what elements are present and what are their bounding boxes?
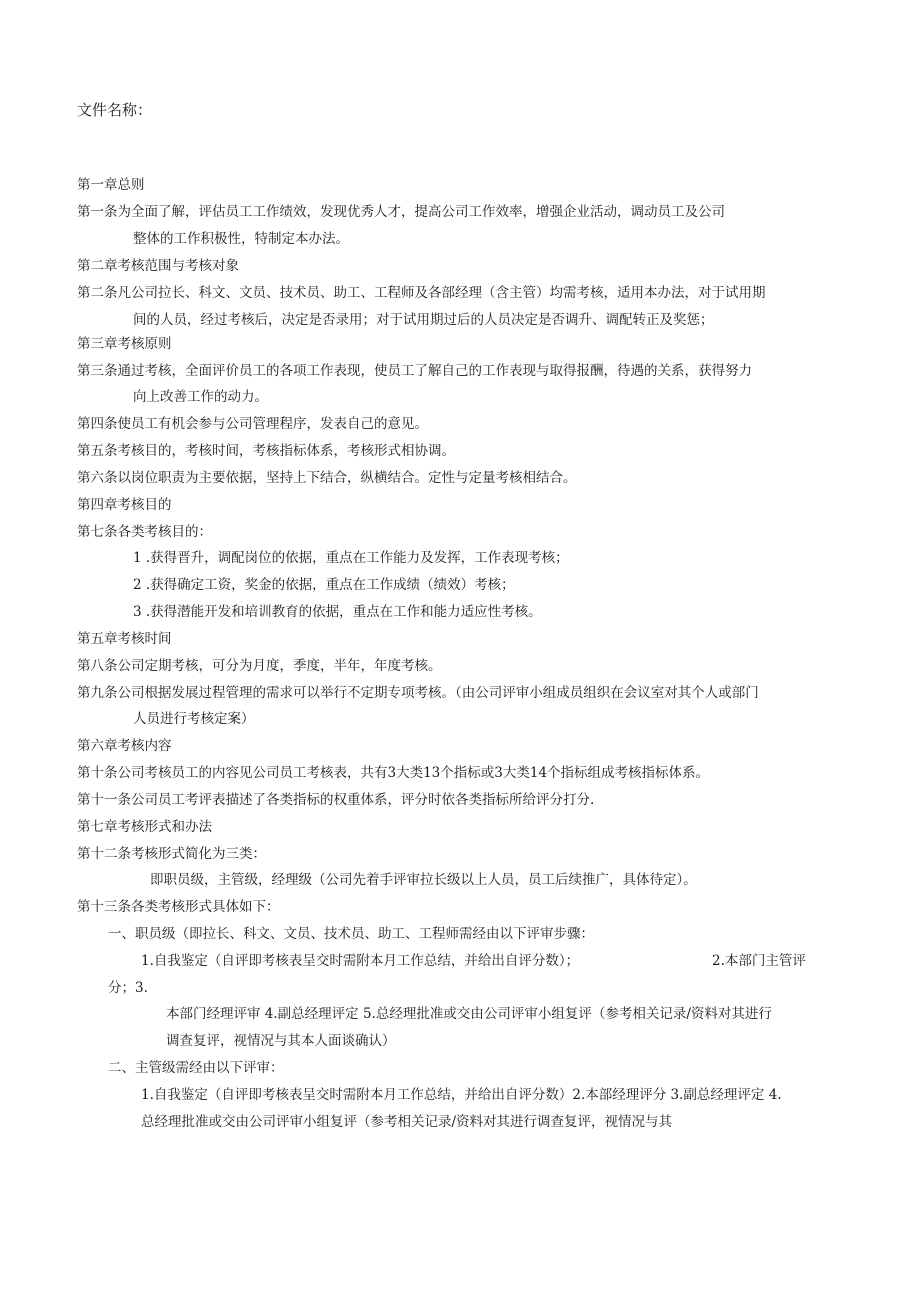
staff-step-2: 2.本部门主管评: [712, 953, 806, 969]
article-12-detail: 即职员级，主管级，经理级（公司先着手评审拉长级以上人员，员工后续推广，具体待定）。: [150, 872, 697, 888]
chapter-1-heading: 第一章总则: [77, 177, 145, 193]
article-13: 第十三条各类考核形式具体如下：: [77, 899, 280, 915]
article-2-line-2: 间的人员，经过考核后，决定是否录用；对于试用期过后的人员决定是否调升、调配转正及奖惩；: [133, 312, 714, 328]
article-3-line-1: 第三条通过考核，全面评价员工的各项工作表现，使员工了解自己的工作表现与取得报酬，待遇的关系，获得努力: [77, 363, 752, 379]
article-1-line-2: 整体的工作积极性，特制定本办法。: [133, 231, 349, 247]
article-7-item-2: 2 .获得确定工资，奖金的依据，重点在工作成绩（绩效）考核；: [133, 577, 515, 593]
chapter-3-heading: 第三章考核原则: [77, 336, 172, 352]
article-7-item-1: 1 .获得晋升，调配岗位的依据，重点在工作能力及发挥，工作表现考核；: [133, 550, 569, 566]
staff-step-2-cont: 分；3.: [108, 980, 148, 996]
chapter-5-heading: 第五章考核时间: [77, 631, 172, 647]
article-2-line-1: 第二条凡公司拉长、科文、文员、技术员、助工、工程师及各部经理（含主管）均需考核，适用本办法，对于试用期: [77, 285, 766, 301]
staff-steps-3-5-line-2: 调查复评，视情况与其本人面谈确认）: [166, 1033, 396, 1049]
article-7: 第七条各类考核目的：: [77, 524, 212, 540]
article-4: 第四条使员工有机会参与公司管理程序，发表自己的意见。: [77, 416, 428, 432]
chapter-7-heading: 第七章考核形式和办法: [77, 819, 212, 835]
article-11: 第十一条公司员工考评表描述了各类指标的权重体系，评分时依各类指标所给评分打分.: [77, 792, 595, 808]
section-supervisor-level: 二、主管级需经由以下评审：: [108, 1060, 284, 1076]
article-7-item-3: 3 .获得潜能开发和培训教育的依据，重点在工作和能力适应性考核。: [133, 604, 542, 620]
chapter-2-heading: 第二章考核范围与考核对象: [77, 258, 239, 274]
supervisor-steps-line-1: 1.自我鉴定（自评即考核表呈交时需附本月工作总结，并给出自评分数）2.本部经理评分 3.副总经理评定 4.: [141, 1087, 782, 1103]
staff-step-1: 1.自我鉴定（自评即考核表呈交时需附本月工作总结，并给出自评分数）；: [141, 953, 580, 969]
article-9-line-2: 人员进行考核定案）: [133, 711, 255, 727]
article-5: 第五条考核目的，考核时间，考核指标体系，考核形式相协调。: [77, 443, 455, 459]
article-3-line-2: 向上改善工作的动力。: [133, 389, 268, 405]
chapter-4-heading: 第四章考核目的: [77, 497, 172, 513]
article-10: 第十条公司考核员工的内容见公司员工考核表，共有3大类13个指标或3大类14个指标组成考核指标体系。: [77, 765, 710, 781]
section-staff-level: 一、职员级（即拉长、科文、文员、技术员、助工、工程师需经由以下评审步骤：: [108, 926, 594, 942]
article-1-line-1: 第一条为全面了解，评估员工工作绩效，发现优秀人才，提高公司工作效率，增强企业活动，调动员工及公司: [77, 204, 725, 220]
article-8: 第八条公司定期考核，可分为月度，季度，半年，年度考核。: [77, 658, 442, 674]
article-6: 第六条以岗位职责为主要依据，坚持上下结合，纵横结合。定性与定量考核相结合。: [77, 470, 577, 486]
article-12: 第十二条考核形式简化为三类：: [77, 846, 266, 862]
document-title: 文件名称：: [77, 101, 153, 119]
chapter-6-heading: 第六章考核内容: [77, 738, 172, 754]
supervisor-steps-line-2: 总经理批准或交由公司评审小组复评（参考相关记录/资料对其进行调查复评，视情况与其: [141, 1114, 673, 1130]
staff-steps-3-5-line-1: 本部门经理评审 4.副总经理评定 5.总经理批准或交由公司评审小组复评（参考相关记录/资料对其进行: [166, 1006, 772, 1022]
article-9-line-1: 第九条公司根据发展过程管理的需求可以举行不定期专项考核。（由公司评审小组成员组织在会议室对其个人或部门: [77, 685, 759, 701]
